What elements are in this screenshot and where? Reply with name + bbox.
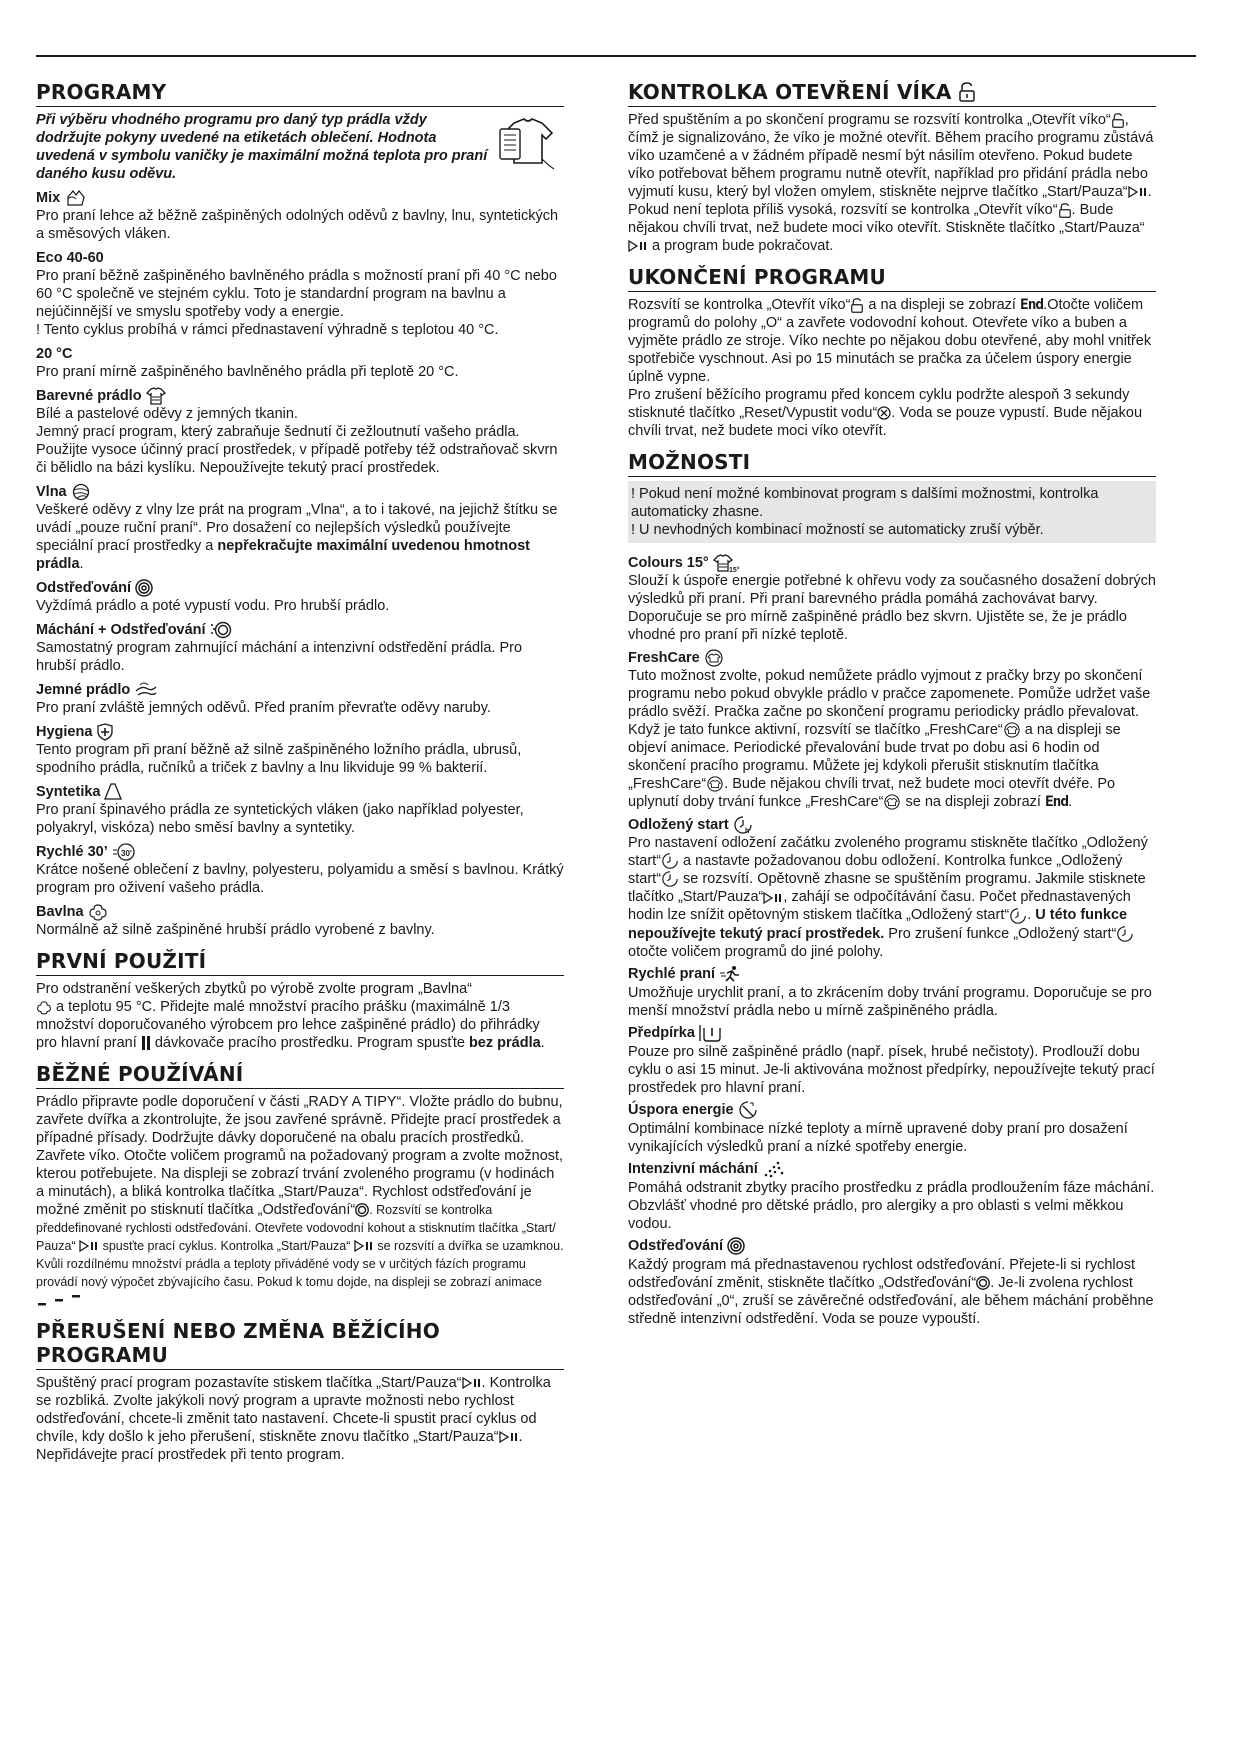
program-hygiene <box>36 722 564 777</box>
program-eco-40-60 <box>36 248 564 339</box>
options-note: ! Pokud není možné kombinovat program s dalšími možnostmi, kontrolka automaticky zhasne. <box>631 486 1099 520</box>
quick-wash-icon <box>719 965 741 983</box>
first-use-text: Pro odstranění veškerých zbytků po výrobě zvolte program „Bavlna“ a teplotu 95 °C. Přidejte malé množství pracího prášku (maximálně 1/3 množství doporučovaného výrobcem pro lehce zašpiněné prádlo) do přihrádky pro hlavní praní dávkovače pracího prostředku. Program spusťte bez prádla. <box>36 981 545 1051</box>
option-quick-wash <box>628 965 1156 1020</box>
option-delay-start <box>628 815 1156 961</box>
freshcare-icon <box>704 649 724 667</box>
lid-open-icon <box>1111 113 1125 128</box>
program-wool <box>36 482 564 573</box>
program-name: Odstřeďování <box>36 579 132 596</box>
program-desc: Pro praní lehce až běžně zašpiněných odolných oděvů z bavlny, lnu, syntetických a směsových vláken. <box>36 208 559 242</box>
program-desc: Normálně až silně zašpiněné hrubší prádlo vyrobené z bavlny. <box>36 922 435 938</box>
display-end-code: End <box>1019 297 1044 313</box>
end-section <box>628 265 1156 440</box>
display-animation-icon <box>36 1293 82 1307</box>
program-synthetics <box>36 782 564 837</box>
colored-laundry-icon <box>146 387 166 405</box>
normal-use-section <box>36 1062 564 1309</box>
program-desc: Bílé a pastelové oděvy z jemných tkanin. <box>36 406 298 422</box>
option-prewash <box>628 1024 1156 1097</box>
option-desc: Optimální kombinace nízké teploty a mírně upravené doby praní pro dosažení vynikajících výsledků praní a nízké spotřeby energie. <box>628 1120 1128 1155</box>
rinse-spin-icon <box>210 621 232 639</box>
option-desc: Tuto možnost zvolte, pokud nemůžete prádlo vyjmout z pračky brzy po skončení programu nebo pokud obvykle prádlo v pračce zapomenete. Pomůže udržet vaše prádlo svěží. Pračka začne po skončení programu periodicky prádlo převalovat. Když je tato funkce aktivní, rozsvítí se tlačítko „FreshCare“ a na displeji se objeví animace. Periodické převalování bude trvat po dobu asi 6 hodin od skončení pracího programu. Můžete jej kdykoli přerušit stisknutím tlačítka „FreshCare“ . Bude nějakou chvíli trvat, než budete moci otevřít dvéře. Po uplynutí doby trvání funkce „FreshCare“ se na displeji zobrazí End. <box>628 668 1151 810</box>
mix-icon <box>64 189 86 207</box>
delay-start-icon <box>1009 907 1027 925</box>
program-name: Vlna <box>36 483 67 500</box>
spin-icon <box>355 1203 369 1217</box>
option-name: Rychlé praní <box>628 966 716 983</box>
delay-start-icon <box>733 815 753 835</box>
interrupt-section <box>36 1319 564 1464</box>
reset-drain-icon <box>877 406 891 420</box>
program-desc: Krátce nošené oblečení z bavlny, polyesteru, polyamidu a směsí s bavlnou. Krátký program pro oživení vašeho prádla. <box>36 862 564 896</box>
svg-text:h: h <box>744 827 749 835</box>
svg-text:30': 30' <box>120 848 132 858</box>
normal-use-heading: BĚŽNÉ POUŽÍVÁNÍ <box>36 1062 564 1089</box>
program-name: Máchání + Odstřeďování <box>36 621 206 638</box>
program-name: 20 °C <box>36 345 73 362</box>
programs-heading: PROGRAMY <box>36 80 564 107</box>
program-name: Eco 40-60 <box>36 249 104 266</box>
cotton-icon <box>36 1000 52 1015</box>
program-desc: Tento program při praní běžně až silně zašpiněného ložního prádla, ubrusů, spodního prádla, ručníků a triček z bavlny a lnu likviduje 99 % bakterií. <box>36 742 522 776</box>
program-name: Jemné prádlo <box>36 681 131 698</box>
option-desc: Každý program má přednastavenou rychlost odstřeďování. Přejete-li si rychlost odstřeďování změnit, stiskněte tlačítko „Odstřeďování“ . Je-li zvolena rychlost odstřeďování „0“, zruší se závěrečné odstřeďování, ale během máchání proběhne středně intenzivní odstředění. Voda se pouze vypouští. <box>628 1256 1154 1327</box>
first-use-heading: PRVNÍ POUŽITÍ <box>36 949 564 976</box>
interrupt-heading: PŘERUŠENÍ NEBO ZMĚNA BĚŽÍCÍHO PROGRAMU <box>36 1319 564 1370</box>
options-notes <box>628 481 1156 543</box>
start-pause-icon <box>79 1240 99 1252</box>
program-cotton <box>36 902 564 939</box>
program-rinse-spin <box>36 620 564 675</box>
option-desc: Umožňuje urychlit praní, a to zkrácením doby trvání programu. Doporučuje se pro menší množství prádla nebo u mírně zašpiněného prádla. <box>628 984 1152 1019</box>
option-colours-15 <box>628 553 1156 644</box>
program-desc: Pro praní špinavého prádla ze syntetických vláken (jako například polyester, polyakryl, viskóza) nebo směsí bavlny a syntetiky. <box>36 802 524 836</box>
right-column <box>628 80 1156 1338</box>
energy-saving-icon <box>738 1100 758 1120</box>
options-section <box>628 450 1156 1328</box>
start-pause-icon <box>1128 186 1148 198</box>
option-name: Odložený start <box>628 816 729 833</box>
display-end-code: End <box>1044 794 1069 810</box>
lid-open-icon <box>850 298 864 313</box>
program-desc: Pro praní běžně zašpiněného bavlněného prádla s možností praní při 40 °C nebo 60 °C společně ve stejném cyklu. Toto je standardní program na bavlnu a nejúčinnější ve smyslu spotřeby vody a energie. <box>36 268 557 320</box>
start-pause-icon <box>628 240 648 252</box>
option-name: Úspora energie <box>628 1102 734 1119</box>
program-name: Rychlé 30’ <box>36 843 108 860</box>
prewash-icon <box>699 1024 721 1042</box>
spin-icon <box>135 579 153 597</box>
lid-heading: KONTROLKA OTEVŘENÍ VÍKA <box>628 80 1156 107</box>
lid-open-icon <box>958 82 976 102</box>
option-name: Předpírka <box>628 1025 695 1042</box>
option-freshcare <box>628 648 1156 811</box>
delay-start-icon <box>661 852 679 870</box>
option-desc: Slouží k úspoře energie potřebné k ohřevu vody za současného dosažení dobrých výsledků při praní. Při praní barevného prádla pomáhá zachovávat barvy. Doporučuje se pro mírně zašpiněné prádlo bez skvrn. Ujistěte se, že je prádlo vhodné pro praní při nízké teplotě. <box>628 573 1156 643</box>
options-note: ! U nevhodných kombinací možností se automaticky zruší výběr. <box>631 522 1044 538</box>
option-desc: Pouze pro silně zašpiněné prádlo (např. písek, hrubé nečistoty). Prodlouží dobu cyklu o asi 15 minut. Je-li aktivována možnost předpírky, nepoužívejte tekutý prací prostředek pro hlavní praní. <box>628 1043 1155 1096</box>
synthetics-icon <box>104 783 122 801</box>
main-wash-compartment-icon <box>141 1035 151 1051</box>
interrupt-text: Spuštěný prací program pozastavíte stiskem tlačítka „Start/Pauza“ . Kontrolka se rozbliká. Zvolte jakýkoli nový program a upravte možnosti nebo rychlost odstřeďování, chcete-li změnit tato nastavení. Chcete-li spustit prací cyklus od chvíle, kdy došlo k jeho přerušení, stiskněte znovu tlačítko „Start/Pauza“ . Nepřidávejte prací prostředek při tento program. <box>36 1375 551 1463</box>
program-mix <box>36 188 564 243</box>
left-column <box>36 80 564 1474</box>
start-pause-icon <box>462 1377 482 1389</box>
shirt-label-icon <box>496 109 560 173</box>
program-colored <box>36 386 564 477</box>
delicates-icon <box>134 681 158 699</box>
program-desc-2: Jemný prací program, který zabraňuje šednutí či zežloutnutí vašeho prádla. Použijte vysoce účinný prací prostředek, v případě potřeby též odstraňovač skvrn či bělidlo na bázi kyslíku. Nepoužívejte tekutý prací prostředek. <box>36 424 558 476</box>
program-desc: Pro praní zvláště jemných oděvů. Před praním převraťte oděvy naruby. <box>36 700 491 716</box>
option-eco <box>628 1101 1156 1156</box>
freshcare-icon <box>706 776 724 792</box>
start-pause-icon <box>354 1240 374 1252</box>
spin-icon <box>727 1237 745 1255</box>
program-quick-30 <box>36 842 564 897</box>
normal-use-text: Prádlo připravte podle doporučení v části „RADY A TIPY“. Vložte prádlo do bubnu, zavřete dvířka a zkontrolujte, že jsou zavřené správně. Přidejte prací prostředek a případné přísady. Dodržujte dávky doporučené na obalu pracích prostředků. Zavřete víko. Otočte voličem programů na požadovaný program a zvolte možnost, kterou potřebujete. Na displeji se zobrazí trvání zvoleného programu (v hodinách a minutách), a bliká kontrolka tlačítka „Start/Pauza“. Rychlost odstřeďování je možné změnit po stisknutí tlačítka „Odstřeďování“ . Rozsvítí se kontrolka předdefinované rychlosti odstřeďování. Otevřete vodovodní kohout a stisknutím tlačítka „Start/ Pauza“ spusťte prací cyklus. Kontrolka „Start/Pauza“ se rozsvítí a dvířka se uzamknou. Kvůli rozdílnému množství prádla a teploty přiváděné vody se v určitých fázích programu provádí nový výpočet zbývajícího času. Pokud k tomu dojde, na displeji se zobrazí animace <box>36 1093 564 1309</box>
hygiene-icon <box>96 723 114 741</box>
start-pause-icon <box>499 1431 519 1443</box>
freshcare-icon <box>883 794 901 810</box>
first-use-section <box>36 949 564 1052</box>
program-name: Barevné prádlo <box>36 387 142 404</box>
wool-icon <box>71 483 91 501</box>
option-name: Odstřeďování <box>628 1238 724 1255</box>
option-name: Colours 15° <box>628 554 709 571</box>
end-text: Rozsvítí se kontrolka „Otevřít víko“ a na displeji se zobrazí End.Otočte voličem programů do polohy „O“ a zavřete vodovodní kohout. Otevřete víko a buben a vyjměte prádlo ze stroje. Víko nechte po nějakou dobu otevřené, aby mohl vnitřek spotřebiče vyschnout. Asi po 15 minutách se pračka za účelem úspory energie úplně vypne. Pro zrušení běžícího programu před koncem cyklu podržte alespoň 3 sekundy stisknuté tlačítko „Reset/Vypustit vodu“ . Voda se pouze vypustí. Bude nějakou chvíli trvat, než budete moci víko otevřít. <box>628 297 1152 439</box>
delay-start-icon <box>1116 925 1134 943</box>
cotton-icon <box>88 903 108 921</box>
lid-text: Před spuštěním a po skončení programu se rozsvítí kontrolka „Otevřít víko“ , čímž je signalizováno, že víko je možné otevřít. Během pracího programu zůstává víko uzamčené a v žádném případě nesmí být násilím otevřeno. Pokud budete víko potřebovat během programu nutně otevřít, například pro přidání prádla nebo vyjmutí kusu, který byl vložen omylem, stiskněte nejprve tlačítko „Start/Pauza“ . Pokud není teplota příliš vysoká, rozsvítí se kontrolka „Otevřít víko“ . Bude nějakou chvíli trvat, než budete moci víko otevřít. Stiskněte tlačítko „Start/Pauza“ a program bude pokračovat. <box>628 112 1154 254</box>
program-name: Bavlna <box>36 903 84 920</box>
option-name: Intenzivní máchání <box>628 1161 758 1178</box>
program-desc: Samostatný program zahrnující máchání a intenzivní odstředění prádla. Pro hrubší prádlo. <box>36 640 523 674</box>
quick-30-icon <box>112 843 136 861</box>
intensive-rinse-icon <box>762 1160 784 1178</box>
spin-icon <box>976 1276 990 1290</box>
program-desc: Vyždímá prádlo a poté vypustí vodu. Pro hrubší prádlo. <box>36 598 390 614</box>
program-note: ! Tento cyklus probíhá v rámci přednastavení výhradně s teplotou 40 °C. <box>36 322 499 338</box>
programs-section <box>36 80 564 939</box>
end-heading: UKONČENÍ PROGRAMU <box>628 265 1156 292</box>
svg-text:15°: 15° <box>728 566 740 574</box>
lid-section <box>628 80 1156 255</box>
program-name: Mix <box>36 189 61 206</box>
lid-open-icon <box>1058 203 1072 218</box>
program-name: Hygiena <box>36 723 93 740</box>
option-desc: Pomáhá odstranit zbytky pracího prostředku z prádla prodloužením fáze máchání. Obzvlášť vhodné pro dětské prádlo, pro alergiky a pro oblasti s velmi měkkou vodou. <box>628 1179 1155 1232</box>
option-name: FreshCare <box>628 649 700 666</box>
program-desc: Pro praní mírně zašpiněného bavlněného prádla při teplotě 20 °C. <box>36 364 459 380</box>
program-20c <box>36 344 564 381</box>
option-spin <box>628 1237 1156 1328</box>
program-spin <box>36 578 564 615</box>
program-desc: Veškeré oděvy z vlny lze prát na program „Vlna“, a to i takové, na jejichž štítku se uvádí „pouze ruční praní“. Pro dosažení co nejlepších výsledků používejte speciální prací prostředky a nepřekračujte maximální uvedenou hmotnost prádla. <box>36 502 558 572</box>
program-delicates <box>36 680 564 717</box>
options-heading: MOŽNOSTI <box>628 450 1156 477</box>
freshcare-icon <box>1003 722 1021 738</box>
top-rule <box>36 55 1196 57</box>
program-name: Syntetika <box>36 783 101 800</box>
start-pause-icon <box>763 892 783 904</box>
option-desc: Pro nastavení odložení začátku zvoleného programu stiskněte tlačítko „Odložený start“ a nastavte požadovanou dobu odložení. Kontrolka funkce „Odložený start“ se rozsvítí. Opětovně zhasne se spuštěním programu. Jakmile stisknete tlačítko „Start/Pauza“ , zahájí se odpočítávání času. Počet přednastavených hodin lze snížit opětovným stiskem tlačítka „Odložený start“ . U této funkce nepoužívejte tekutý prací prostředek. Pro zrušení funkce „Odložený start“ otočte voličem programů do jiné polohy. <box>628 835 1148 960</box>
programs-intro: Při výběru vhodného programu pro daný typ prádla vždy dodržujte pokyny uvedené na etiketách oblečení. Hodnota uvedená v symbolu vaničky je maximální možná teplota pro praní daného kusu oděvu. <box>36 112 488 182</box>
colours-15-icon <box>713 553 740 574</box>
delay-start-icon <box>661 870 679 888</box>
option-intensive-rinse <box>628 1160 1156 1233</box>
